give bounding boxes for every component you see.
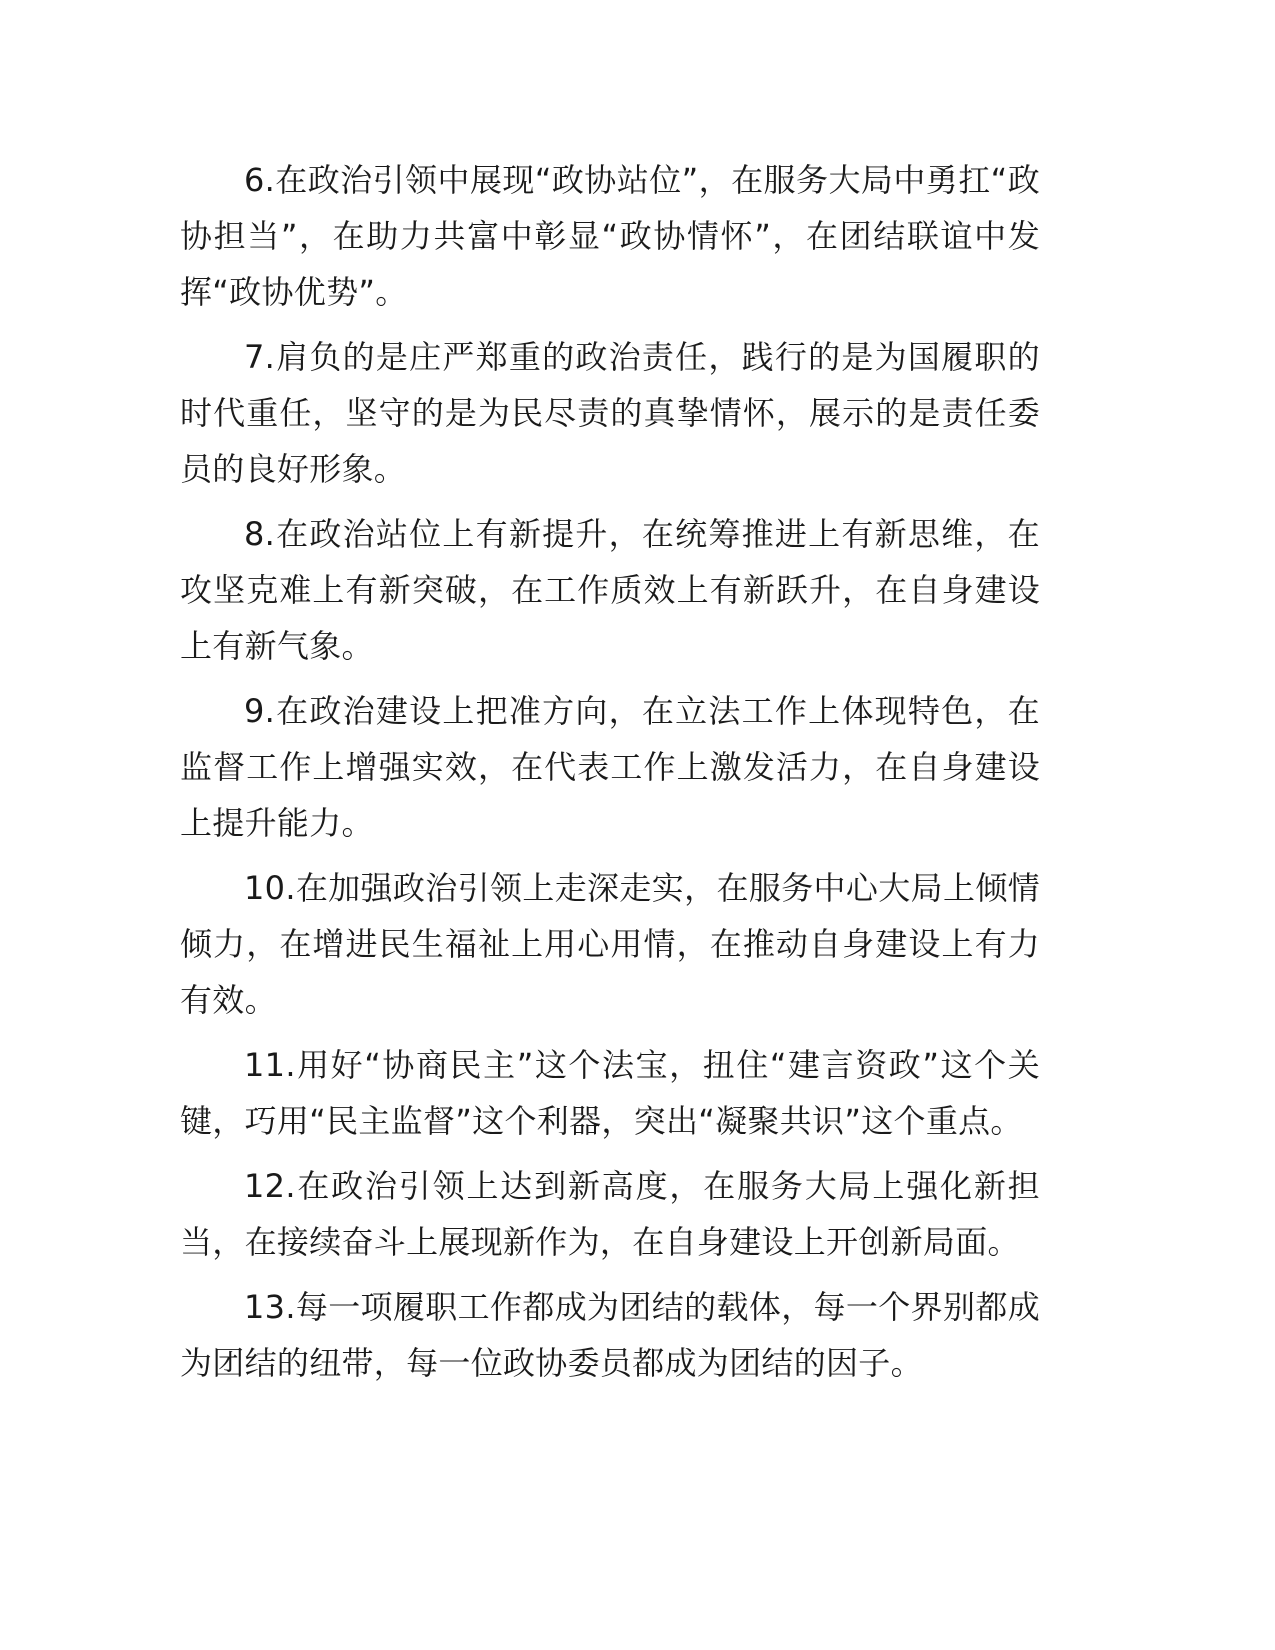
document-body — [180, 152, 1040, 1400]
paragraph-12: 12.在政治引领上达到新高度，在服务大局上强化新担当，在接续奋斗上展现新作为，在自身建设上开创新局面。 — [180, 1167, 1040, 1261]
paragraph-11: 11.用好“协商民主”这个法宝，扭住“建言资政”这个关键，巧用“民主监督”这个利器，突出“凝聚共识”这个重点。 — [180, 1046, 1040, 1140]
paragraph-6: 6.在政治引领中展现“政协站位”，在服务大局中勇扛“政协担当”，在助力共富中彰显“政协情怀”，在团结联谊中发挥“政协优势”。 — [180, 161, 1040, 311]
paragraph-9: 9.在政治建设上把准方向，在立法工作上体现特色，在监督工作上增强实效，在代表工作上激发活力，在自身建设上提升能力。 — [180, 692, 1040, 842]
paragraph-13: 13.每一项履职工作都成为团结的载体，每一个界别都成为团结的纽带，每一位政协委员都成为团结的因子。 — [180, 1288, 1040, 1382]
paragraph-7: 7.肩负的是庄严郑重的政治责任，践行的是为国履职的时代重任，坚守的是为民尽责的真挚情怀，展示的是责任委员的良好形象。 — [180, 338, 1040, 488]
paragraph-10: 10.在加强政治引领上走深走实，在服务中心大局上倾情倾力，在增进民生福祉上用心用情，在推动自身建设上有力有效。 — [180, 869, 1040, 1019]
paragraph-8: 8.在政治站位上有新提升，在统筹推进上有新思维，在攻坚克难上有新突破，在工作质效上有新跃升，在自身建设上有新气象。 — [180, 515, 1040, 665]
